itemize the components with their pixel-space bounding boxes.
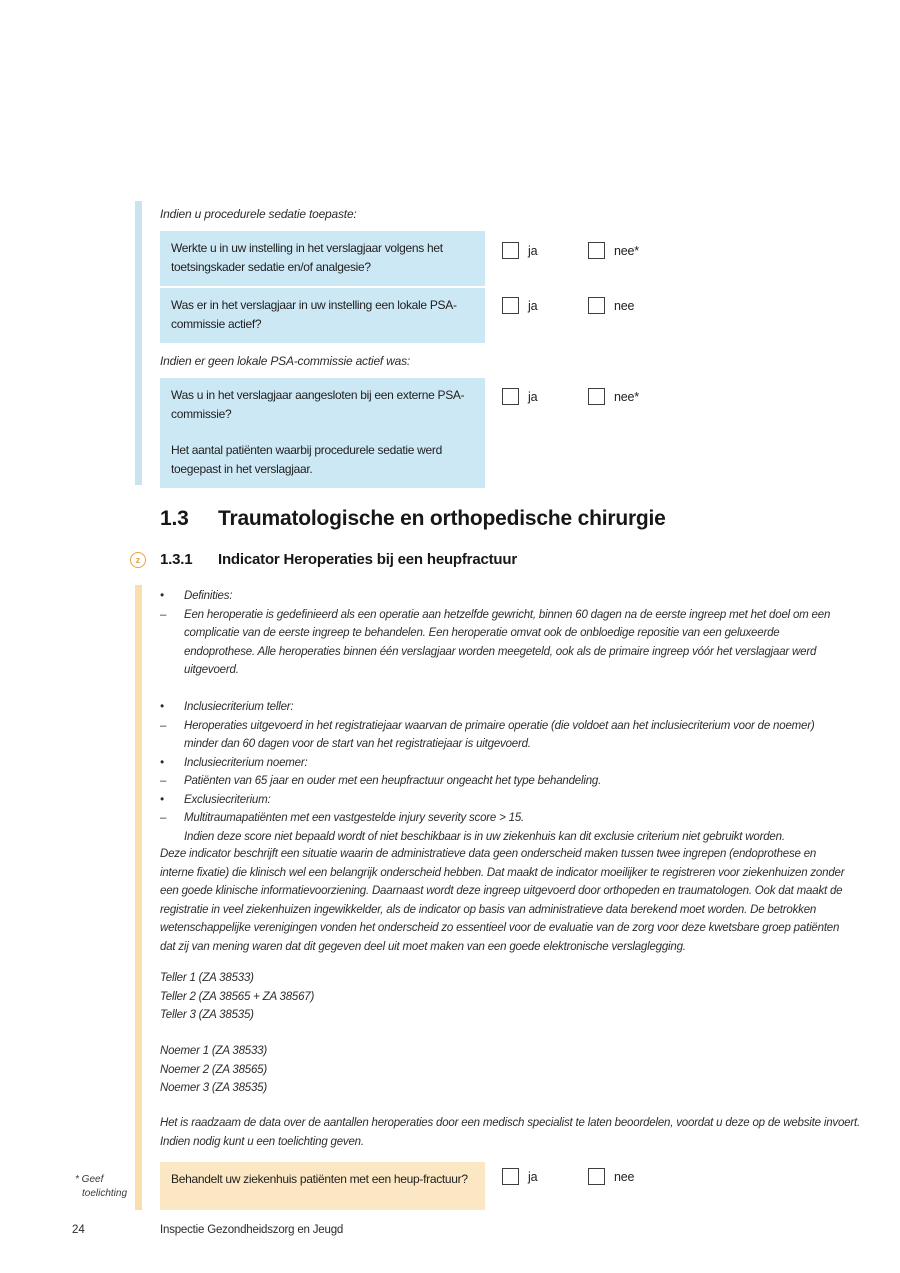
dash-marker: – xyxy=(160,775,167,787)
noemer-list xyxy=(160,1042,560,1098)
question-text: Werkte u in uw instelling in het verslagjaar volgens het toetsingskader sedatie en/of analgesie? xyxy=(171,241,443,274)
definition-text: Heroperaties uitgevoerd in het registratiejaar waarvan de primaire operatie (die voldoet aan het inclusiecriterium voor de noemer) minder dan 60 dagen voor de start van het registratiejaar is uitgevoerd. xyxy=(184,719,815,750)
definition-text: Inclusiecriterium noemer: xyxy=(184,756,308,769)
teller-line: Teller 2 (ZA 38565 + ZA 38567) xyxy=(160,990,315,1003)
blue-accent-bar xyxy=(135,201,142,485)
definition-row xyxy=(160,828,842,847)
q1-ja-checkbox[interactable] xyxy=(502,242,519,259)
definition-list xyxy=(160,587,842,846)
q1-ja-label: ja xyxy=(528,243,538,258)
subsection-number: 1.3.1 xyxy=(160,551,193,568)
definition-row xyxy=(160,791,842,810)
bullet-marker: • xyxy=(160,701,164,713)
definition-text: Een heroperatie is gedefinieerd als een operatie aan hetzelfde gewricht, binnen 60 dagen na de eerste ingreep met het doel om een complicatie van de eerste ingreep te behandelen. Een heroperatie omvat ook de onbloedige repositie van een geluxeerde endoprothese. Alle heroperaties binnen één verslagjaar worden meegeteld, ook als de primaire ingreep vóór het verslagjaar werd uitgevoerd. xyxy=(184,608,831,676)
sedation-intro-text: Indien u procedurele sedatie toepaste: xyxy=(160,207,357,221)
definition-text: Multitraumapatiënten met een vastgestelde injury severity score > 15. xyxy=(184,812,525,824)
dash-marker: – xyxy=(160,608,167,621)
q4-ja-checkbox[interactable] xyxy=(502,1168,519,1185)
q4-answer-row xyxy=(502,1168,634,1185)
indicator-explanation-paragraph: Deze indicator beschrijft een situatie waarin de administratieve data geen onderscheid maken tussen twee ingrepen (endoprothese en interne fixatie) die klinisch wel een belangrijk onderscheid hebben. Dat maakt de indicator moeilijker te registreren voor ziekenhuizen zonder een goede klinische informatievoorziening. Daarnaast wordt deze ingreep uitgevoerd door orthopeden en traumatologen. Ook dat maakt de registratie in veel ziekenhuizen ingewikkelder, als de indicator op basis van administratieve data berekend moet worden. De betrokken wetenschappelijke verenigingen vonden het onderscheid zo essentieel voor de evaluatie van de zorg voor deze kwetsbare groep patiënten dat zij van mening waren dat dit gegeven deel uit moet maken van een goede elektronische verslaglegging. xyxy=(160,848,845,953)
question-box-psa-commissie-lokaal xyxy=(160,288,485,343)
definition-text: Exclusiecriterium: xyxy=(184,793,271,806)
page-number: 24 xyxy=(72,1224,85,1236)
q3-ja-checkbox[interactable] xyxy=(502,388,519,405)
q4-nee-label: nee xyxy=(614,1169,635,1184)
q4-nee-checkbox[interactable] xyxy=(588,1168,605,1185)
noemer-line: Noemer 3 (ZA 38535) xyxy=(160,1082,267,1094)
sedation-intro-text-2: Indien er geen lokale PSA-commissie actief was: xyxy=(160,354,411,368)
circle-z-icon: z xyxy=(130,552,146,568)
q2-ja-label: ja xyxy=(528,298,538,313)
definition-row xyxy=(160,606,842,680)
orange-accent-bar xyxy=(135,585,142,1210)
q4-ja-label: ja xyxy=(528,1169,538,1184)
publisher-name: Inspectie Gezondheidszorg en Jeugd xyxy=(160,1224,344,1236)
q1-nee-label: nee* xyxy=(614,243,639,258)
definition-text: Patiënten van 65 jaar en ouder met een heupfractuur ongeacht het type behandeling. xyxy=(184,775,602,787)
q3-nee-checkbox[interactable] xyxy=(588,388,605,405)
question-text: Was er in het verslagjaar in uw instelling een lokale PSA-commissie actief? xyxy=(171,298,457,331)
section-title: Traumatologische en orthopedische chirurgie xyxy=(218,507,666,530)
noemer-line: Noemer 2 (ZA 38565) xyxy=(160,1063,267,1076)
noemer-line: Noemer 1 (ZA 38533) xyxy=(160,1045,267,1057)
definition-row xyxy=(160,587,842,606)
q2-answer-row xyxy=(502,297,634,314)
section-heading xyxy=(160,507,666,531)
teller-list xyxy=(160,969,560,1025)
definition-text: Inclusiecriterium teller: xyxy=(184,701,294,713)
statement-box-aantal-patienten xyxy=(160,433,485,488)
q2-ja-checkbox[interactable] xyxy=(502,297,519,314)
definition-text: Definities: xyxy=(184,590,233,602)
question-text: Was u in het verslagjaar aangesloten bij een externe PSA-commissie? xyxy=(171,388,465,421)
section-number: 1.3 xyxy=(160,507,189,530)
definition-row xyxy=(160,698,842,717)
dash-marker: – xyxy=(160,812,167,824)
definition-row xyxy=(160,717,842,754)
definition-row xyxy=(160,809,842,828)
advice-paragraph: Het is raadzaam de data over de aantallen heroperaties door een medisch specialist te laten beoordelen, voordat u deze op de website invoert. Indien nodig kunt u een toelichting geven. xyxy=(160,1117,860,1148)
definition-row xyxy=(160,772,842,791)
teller-line: Teller 3 (ZA 38535) xyxy=(160,1009,254,1021)
q3-nee-label: nee* xyxy=(614,389,639,404)
margin-note xyxy=(75,1173,145,1201)
q1-answer-row xyxy=(502,242,639,259)
definition-row xyxy=(160,754,842,773)
dash-marker: – xyxy=(160,719,167,732)
question-box-sedation-toetsingskader xyxy=(160,231,485,286)
subsection-heading xyxy=(160,551,517,568)
statement-text: Het aantal patiënten waarbij procedurele sedatie werd toegepast in het verslagjaar. xyxy=(171,443,442,476)
question-box-heupfractuur xyxy=(160,1162,485,1210)
margin-note-line1: * Geef xyxy=(75,1174,104,1185)
question-box-psa-commissie-extern xyxy=(160,378,485,433)
bullet-marker: • xyxy=(160,590,164,602)
definition-text: Indien deze score niet bepaald wordt of niet beschikbaar is in uw ziekenhuis kan dit exclusie criterium niet gebruikt worden. xyxy=(184,830,785,843)
q3-answer-row xyxy=(502,388,639,405)
q2-nee-checkbox[interactable] xyxy=(588,297,605,314)
question-text: Behandelt uw ziekenhuis patiënten met een heup-fractuur? xyxy=(171,1172,468,1186)
subsection-title: Indicator Heroperaties bij een heupfractuur xyxy=(218,551,517,568)
q2-nee-label: nee xyxy=(614,298,635,313)
bullet-marker: • xyxy=(160,793,164,806)
margin-note-line2: toelichting xyxy=(82,1188,128,1199)
bullet-marker: • xyxy=(160,756,164,769)
teller-line: Teller 1 (ZA 38533) xyxy=(160,972,254,984)
q3-ja-label: ja xyxy=(528,389,538,404)
q1-nee-checkbox[interactable] xyxy=(588,242,605,259)
